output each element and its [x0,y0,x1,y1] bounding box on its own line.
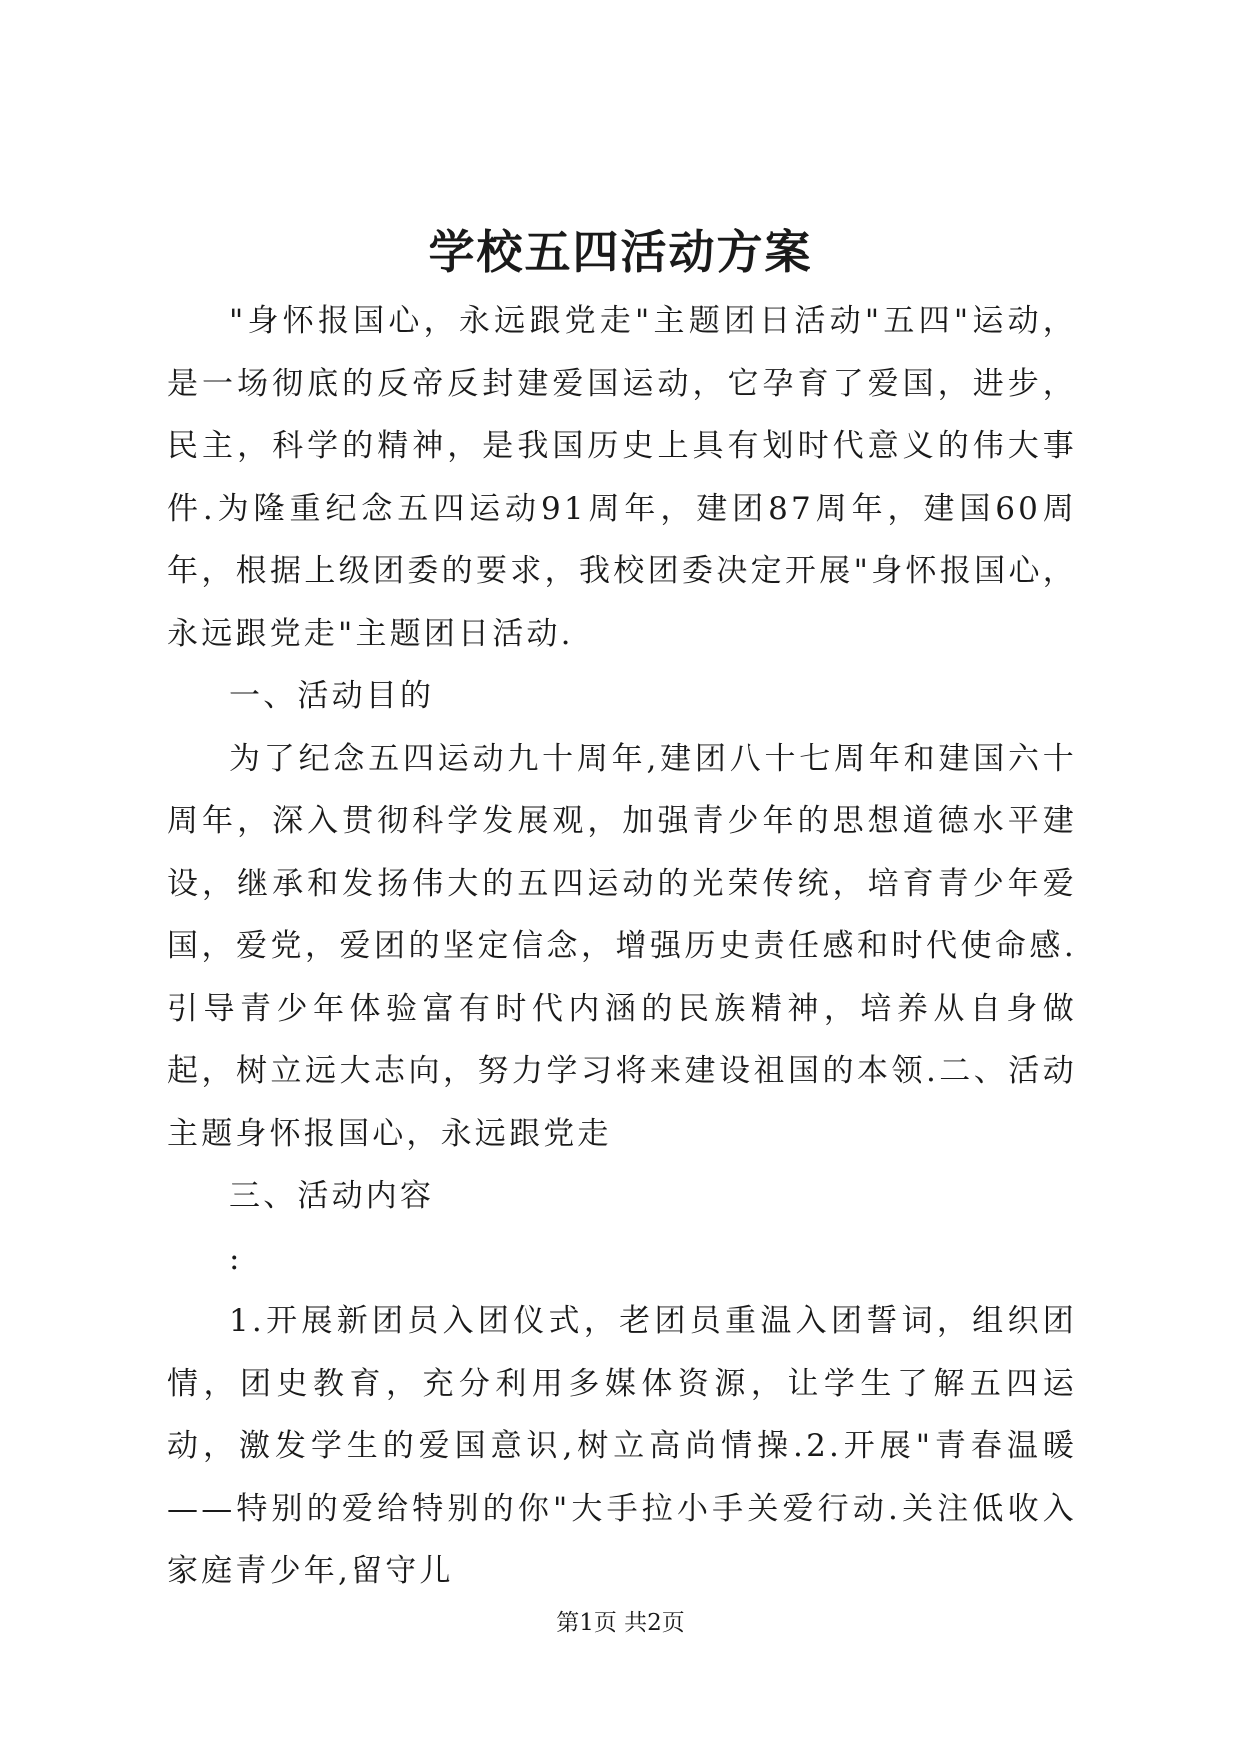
content-paragraph: 1.开展新团员入团仪式，老团员重温入团誓词，组织团情，团史教育，充分利用多媒体资源，让学生了解五四运动，激发学生的爱国意识,树立高尚情操.2.开展"青春温暖——特别的爱给特别的你"大手拉小手关爱行动.关注低收入家庭青少年,留守儿 [167,1303,1077,1589]
section-heading-content: 三、活动内容 [229,1178,435,1214]
content-colon: : [229,1240,243,1277]
page-footer: 第1页 共2页 [556,1610,685,1636]
section-heading-purpose: 一、活动目的 [229,678,435,714]
purpose-paragraph: 为了纪念五四运动九十周年,建团八十七周年和建国六十周年，深入贯彻科学发展观，加强青少年的思想道德水平建设，继承和发扬伟大的五四运动的光荣传统，培育青少年爱国，爱党，爱团的坚定信念，增强历史责任感和时代使命感.引导青少年体验富有时代内涵的民族精神，培养从自身做起，树立远大志向，努力学习将来建设祖国的本领.二、活动主题身怀报国心，永远跟党走 [167,740,1077,1152]
document-title: 学校五四活动方案 [428,225,813,279]
document-body [167,290,1077,1603]
intro-paragraph: "身怀报国心，永远跟党走"主题团日活动"五四"运动，是一场彻底的反帝反封建爱国运动，它孕育了爱国，进步，民主，科学的精神，是我国历史上具有划时代意义的伟大事件.为隆重纪念五四运动91周年，建团87周年，建国60周年，根据上级团委的要求，我校团委决定开展"身怀报国心，永远跟党走"主题团日活动. [167,303,1077,652]
